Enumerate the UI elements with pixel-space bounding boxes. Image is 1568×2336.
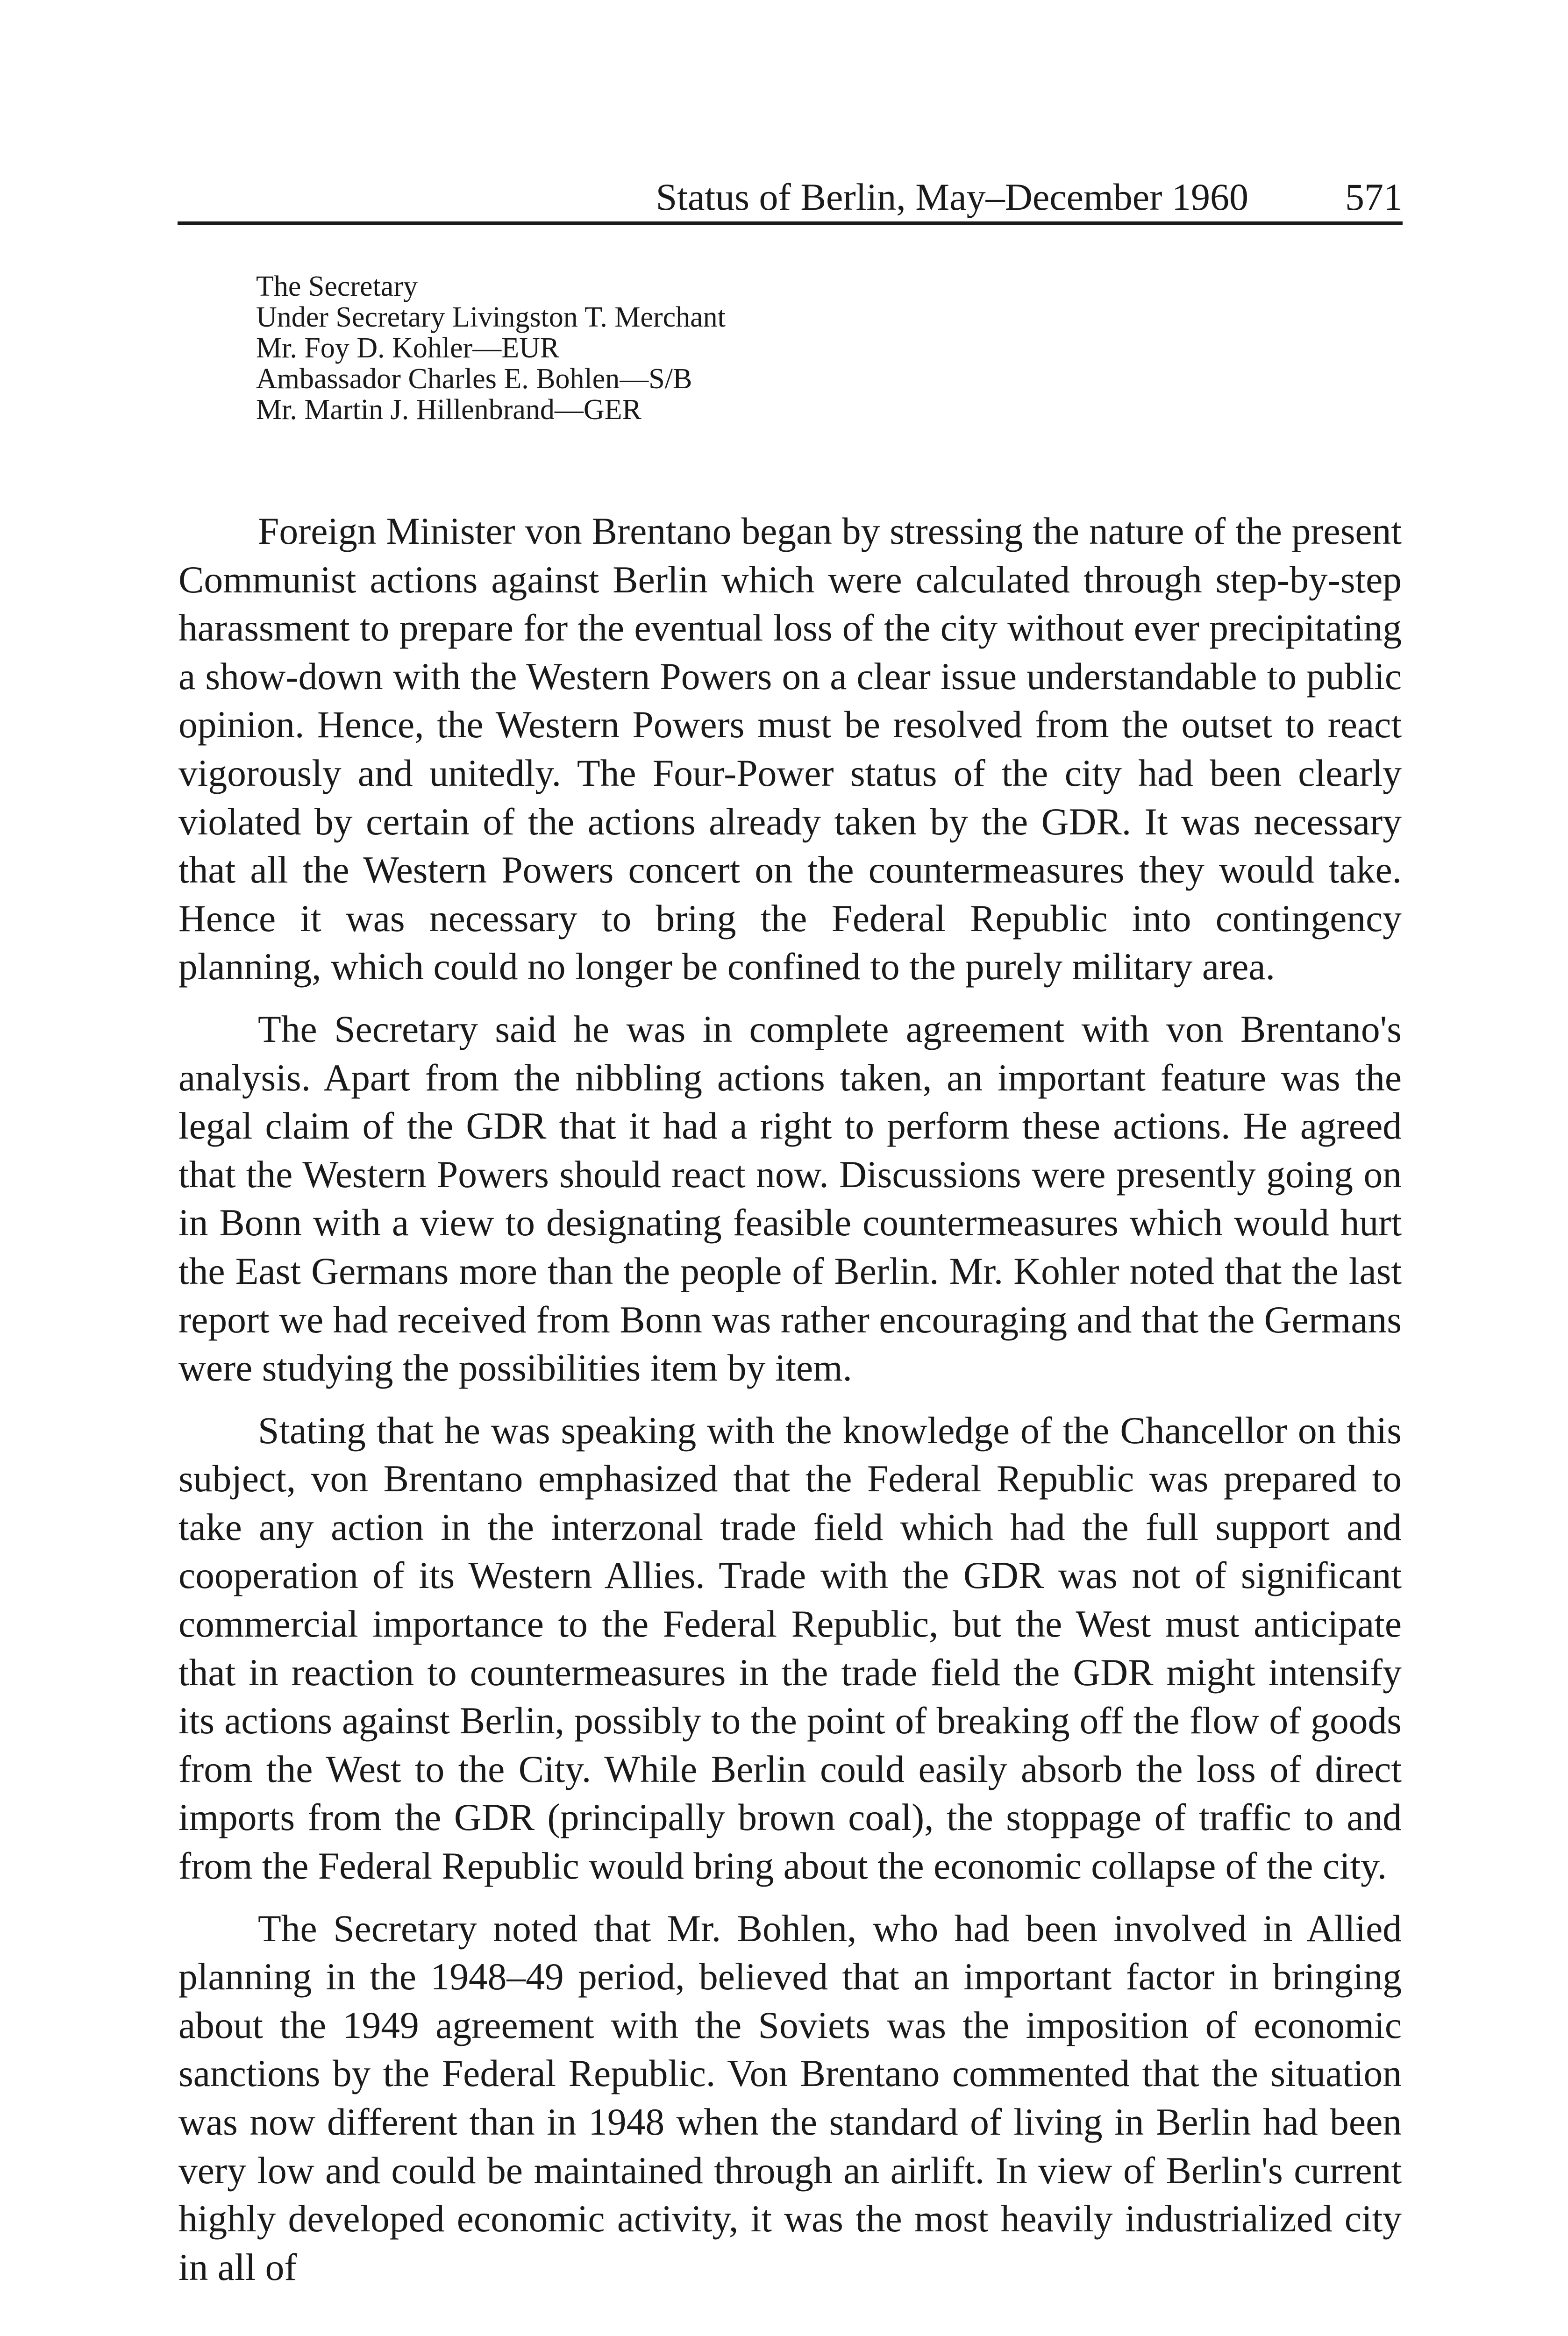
- paragraph: The Secretary said he was in complete agreement with von Brentano's analysis. Apart from the nibbling actions taken, an important feature was the legal claim of the GDR that it had a right to perform these actions. He agreed that the Western Powers should react now. Discussions were presently going on in Bonn with a view to designating feasible countermeasures which would hurt the East Germans more than the people of Berlin. Mr. Kohler noted that the last report we had received from Bonn was rather encouraging and that the Germans were studying the possibilities item by item.: [178, 1007, 1402, 1389]
- paragraph: The Secretary noted that Mr. Bohlen, who had been involved in Allied planning in the 1948–49 period, believed that an important factor in bringing about the 1949 agreement with the Soviets was the imposition of economic sanctions by the Federal Republic. Von Brentano commented that the situation was now different than in 1948 when the standard of living in Berlin had been very low and could be maintained through an airlift. In view of Berlin's current highly developed economic activity, it was the most heavily industrialized city in all of: [178, 1907, 1402, 2288]
- paragraph: Stating that he was speaking with the knowledge of the Chancellor on this subject, von Brentano emphasized that the Federal Republic was prepared to take any action in the interzonal trade field which had the full support and cooperation of its Western Allies. Trade with the GDR was not of significant commercial importance to the Federal Republic, but the West must anticipate that in reaction to countermeasures in the trade field the GDR might intensify its actions against Berlin, possibly to the point of breaking off the flow of goods from the West to the City. While Berlin could easily absorb the loss of direct imports from the GDR (principally brown coal), the stoppage of traffic to and from the Federal Republic would bring about the economic collapse of the city.: [178, 1409, 1402, 1887]
- body-text: [178, 507, 1402, 2291]
- participant-line: Ambassador Charles E. Bohlen—S/B: [256, 363, 692, 395]
- participant-line: Mr. Foy D. Kohler—EUR: [256, 332, 560, 364]
- paragraph: Foreign Minister von Brentano began by stressing the nature of the present Communist actions against Berlin which were calculated through step-by-step harassment to prepare for the eventual loss of the city without ever precipitating a show-down with the Western Powers on a clear issue understandable to public opinion. Hence, the Western Powers must be resolved from the outset to react vigorously and unitedly. The Four-Power status of the city had been clearly violated by certain of the actions already taken by the GDR. It was necessary that all the Western Powers concert on the countermeasures they would take. Hence it was necessary to bring the Federal Republic into contingency planning, which could no longer be confined to the purely military area.: [178, 510, 1402, 988]
- page-number: 571: [1345, 176, 1403, 218]
- running-head: [178, 174, 1403, 225]
- running-head-title: Status of Berlin, May–December 1960: [656, 176, 1248, 218]
- participant-line: Mr. Martin J. Hillenbrand—GER: [256, 394, 641, 426]
- participants-list: [256, 271, 1284, 425]
- participant-line: The Secretary: [256, 271, 418, 302]
- participant-line: Under Secretary Livingston T. Merchant: [256, 301, 726, 333]
